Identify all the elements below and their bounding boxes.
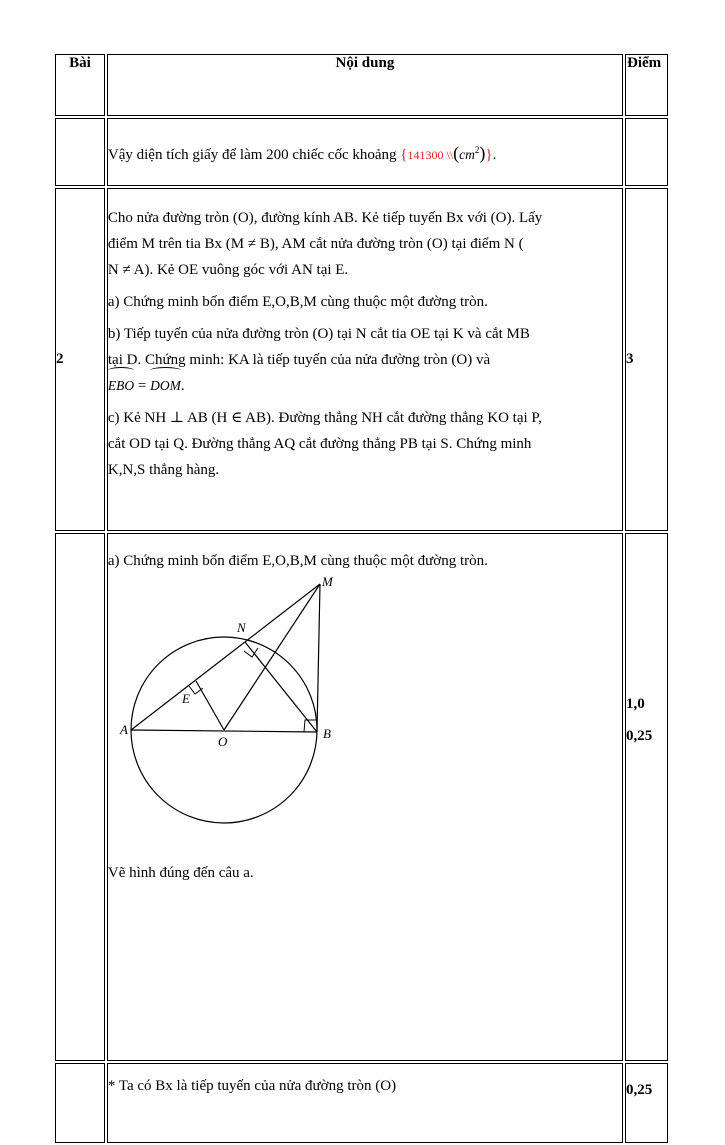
- header-row: [55, 54, 668, 116]
- statement-line: N ≠ A). Kẻ OE vuông góc với AN tại E.: [107, 262, 349, 278]
- angle-dom: DOM: [150, 373, 181, 399]
- label-a: A: [119, 722, 128, 737]
- problem-number: 2: [55, 188, 105, 531]
- score-figure: 1,0: [626, 696, 645, 712]
- area-conclusion: Vậy diện tích giấy để làm 200 chiếc cốc khoảng {141300 $\backslash\backslash(cm^2)$}.: [107, 118, 623, 186]
- figure-note: Vẽ hình đúng đến câu a.: [107, 865, 254, 881]
- part-b: tại D. Chứng minh: KA là tiếp tuyến của nửa đường tròn (O) và: [107, 352, 491, 368]
- part-b: b) Tiếp tuyến của nửa đường tròn (O) tại N cắt tia OE tại K và cắt MB: [107, 326, 530, 342]
- label-o: O: [217, 734, 228, 749]
- geometry-figure: [119, 574, 426, 844]
- label-e: E: [181, 691, 190, 706]
- segment-bm: [317, 584, 320, 732]
- label-b: B: [322, 726, 331, 741]
- table-row: [55, 188, 668, 531]
- solution-title: a) Chứng minh bốn điểm E,O,B,M cùng thuộc một đường tròn.: [107, 553, 488, 569]
- table-row: [55, 1063, 668, 1143]
- right-angle-e: [189, 686, 203, 694]
- solution-part-a: [107, 533, 623, 1061]
- score-part: 0,25: [626, 728, 653, 744]
- solution-scores: [625, 533, 668, 1061]
- header-diem: Điểm: [625, 54, 668, 116]
- label-n: N: [236, 620, 246, 635]
- answer-table: [53, 52, 670, 1145]
- statement-line: điểm M trên tia Bx (M ≠ B), AM cắt nửa đường tròn (O) tại điểm N (: [107, 236, 524, 252]
- part-b-angles: EBO = DOM.: [108, 373, 622, 399]
- segment-am: [131, 584, 320, 730]
- part-a: a) Chứng minh bốn điểm E,O,B,M cùng thuộc một đường tròn.: [107, 294, 488, 310]
- solution-step-score: 0,25: [625, 1063, 668, 1143]
- part-c: cắt OD tại Q. Đường thẳng AQ cắt đường thẳng PB tại S. Chứng minh: [107, 436, 532, 452]
- table-row: [55, 118, 668, 186]
- segment-oe: [196, 681, 224, 730]
- part-c: K,N,S thẳng hàng.: [107, 462, 220, 478]
- segment-ab: [131, 730, 317, 732]
- segment-om: [224, 584, 320, 730]
- angle-ebo: EBO: [108, 373, 134, 399]
- problem-score: 3: [625, 188, 668, 531]
- header-bai: Bài: [55, 54, 105, 116]
- problem-statement: [107, 188, 623, 531]
- table-row: [55, 533, 668, 1061]
- conclusion-text: Vậy diện tích giấy để làm 200 chiếc cốc khoảng: [107, 146, 401, 163]
- part-c: c) Kẻ NH ⊥ AB (H ∈ AB). Đường thẳng NH cắt đường thẳng KO tại P,: [107, 410, 542, 426]
- label-m: M: [321, 574, 333, 589]
- statement-line: Cho nửa đường tròn (O), đường kính AB. Kẻ tiếp tuyến Bx với (O). Lấy: [107, 210, 543, 226]
- solution-step: * Ta có Bx là tiếp tuyến của nửa đường tròn (O): [107, 1063, 623, 1143]
- header-noidung: Nội dung: [107, 54, 623, 116]
